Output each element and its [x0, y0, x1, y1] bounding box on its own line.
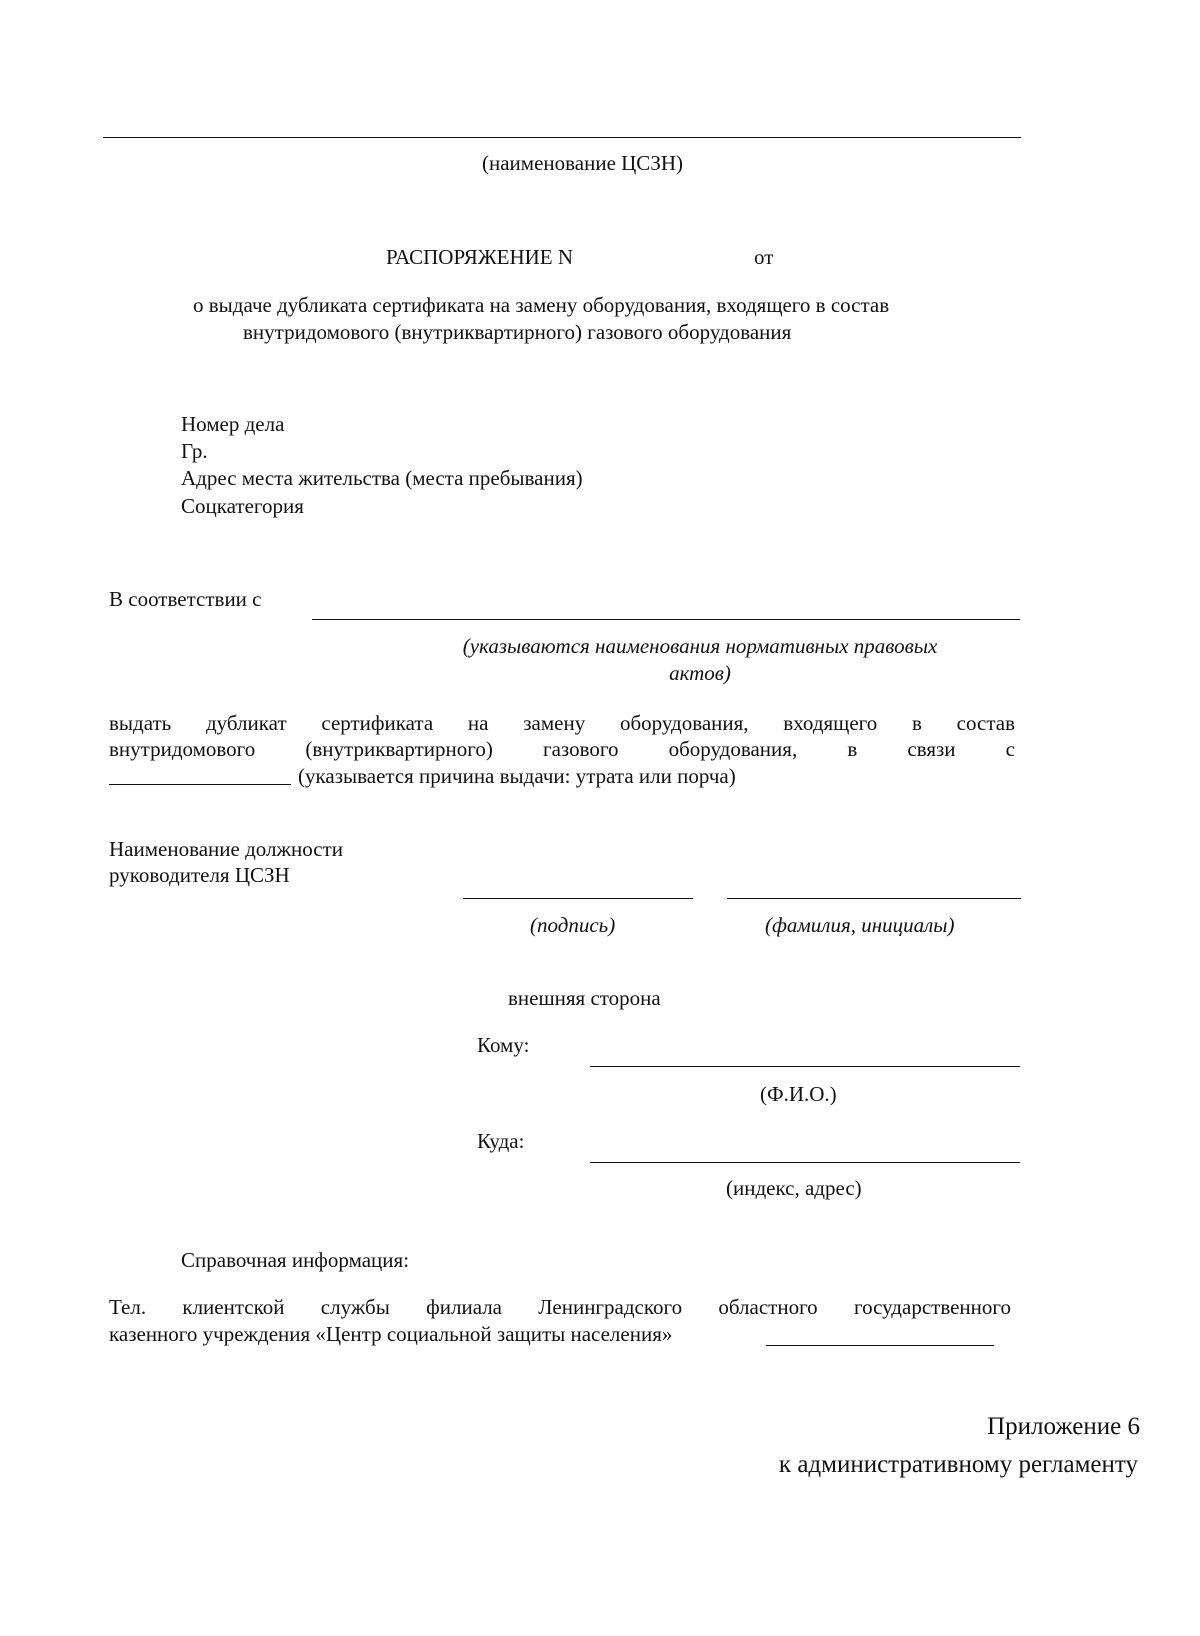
appendix-line-2: к административному регламенту — [778, 1451, 1138, 1478]
address-label: Адрес места жительства (места пребывания) — [181, 466, 583, 490]
citizen-label: Гр. — [181, 439, 208, 463]
org-name-line — [103, 137, 1021, 138]
name-line — [727, 898, 1021, 899]
order-title: РАСПОРЯЖЕНИЕ N — [386, 245, 574, 269]
signature-caption: (подпись) — [530, 913, 616, 937]
decision-line-3: (указывается причина выдачи: утрата или порча) — [298, 764, 736, 788]
basis-hint-line-1: (указываются наименования нормативных правовых — [462, 634, 938, 658]
case-number-label: Номер дела — [181, 412, 285, 436]
address-caption: (индекс, адрес) — [726, 1176, 862, 1200]
social-category-label: Соцкатегория — [181, 494, 304, 518]
org-name-caption: (наименование ЦСЗН) — [482, 151, 683, 175]
where-label: Куда: — [477, 1129, 525, 1153]
order-subject-line-2: внутридомового (внутриквартирного) газового оборудования — [243, 320, 792, 344]
name-caption: (фамилия, инициалы) — [765, 913, 955, 937]
appendix-line-1: Приложение 6 — [987, 1413, 1140, 1440]
where-line — [590, 1162, 1020, 1163]
fio-caption: (Ф.И.О.) — [760, 1082, 837, 1106]
reference-line-1: Тел. клиентской службы филиала Ленинградского областного государственного — [109, 1295, 1011, 1319]
to-label: Кому: — [477, 1033, 530, 1057]
position-line-1: Наименование должности — [109, 837, 343, 861]
basis-hint-line-2: актов) — [669, 661, 731, 685]
reference-line-2: казенного учреждения «Центр социальной защиты населения» — [109, 1322, 673, 1346]
signature-line — [463, 898, 693, 899]
position-line-2: руководителя ЦСЗН — [109, 863, 290, 887]
decision-line-1: выдать дубликат сертификата на замену оборудования, входящего в состав — [109, 711, 1015, 735]
to-line — [590, 1066, 1020, 1067]
reference-heading: Справочная информация: — [181, 1248, 410, 1272]
basis-label: В соответствии с — [109, 587, 262, 611]
order-subject-line-1: о выдаче дубликата сертификата на замену оборудования, входящего в состав — [193, 293, 890, 317]
decision-line-2: внутридомового (внутриквартирного) газового оборудования, в связи с — [109, 737, 1015, 761]
outer-side-label: внешняя сторона — [508, 986, 661, 1010]
basis-line — [312, 619, 1020, 620]
reason-blank-line — [109, 784, 291, 785]
order-date-label: от — [754, 245, 774, 269]
reference-blank-line — [766, 1345, 994, 1346]
